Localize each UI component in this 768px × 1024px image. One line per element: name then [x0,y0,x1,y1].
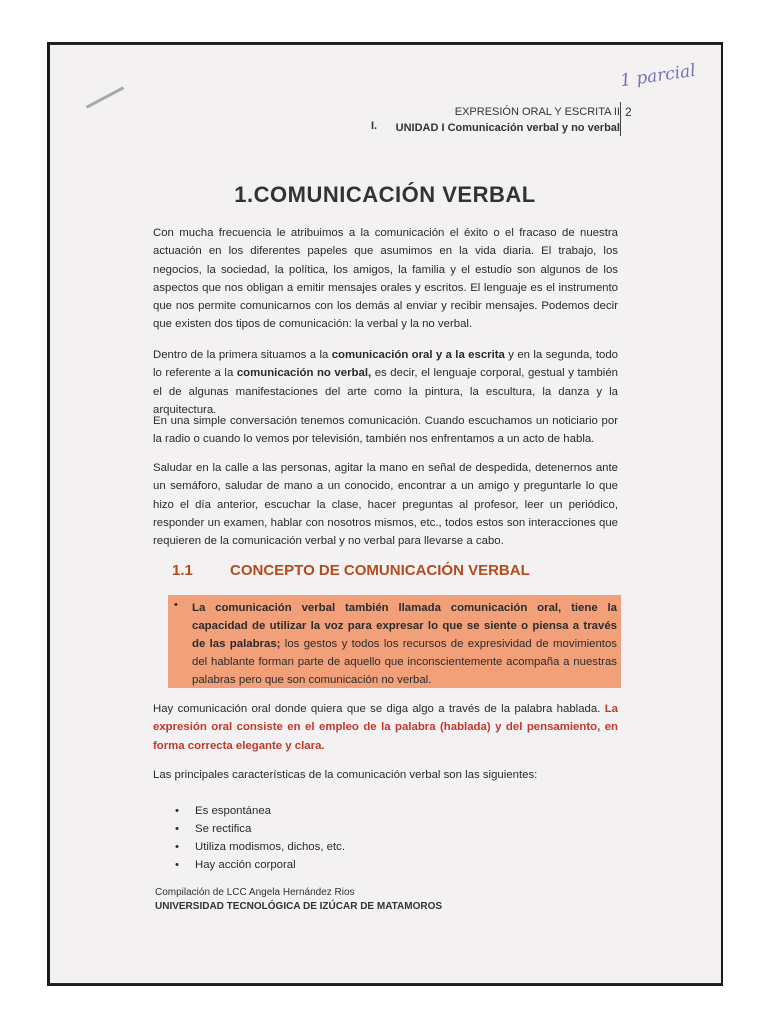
paragraph-characteristics-intro: Las principales características de la comunicación verbal son las siguientes: [153,769,538,781]
unit-title: UNIDAD I Comunicación verbal y no verbal [395,122,620,134]
paragraph-intro: Con mucha frecuencia le atribuimos a la comunicación el éxito o el fracaso de nuestra actuación en los diferentes papeles que asumimos en la vida diaria. El trabajo, los negocios, la sociedad, la política, los amigos, la familia y el estudio son algunos de los aspectos que nos obligan a emitir mensajes orales y escritos. El lenguaje es el instrumento que nos permite comunicarnos con los demás al enviar y recibir mensajes. Podemos decir que existen dos tipos de comunicación: la verbal y la no verbal. [153,227,618,331]
paragraph-types-text-c: y en la segunda, todo lo referente a la [153,349,619,380]
list-item: • Se rectifica [175,820,475,838]
highlight-definition [192,599,617,689]
oral-expression-highlight: La expresión oral consiste en el empleo de la palabra (hablada) y del pensamiento, en forma correcta elegante y clara. [153,703,618,752]
non-verbal-term: comunicación no verbal, [236,367,372,380]
paragraph-oral-expression [153,700,618,755]
university-name: UNIVERSIDAD TECNOLÓGICA DE IZÚCAR DE MATAMOROS [155,901,443,912]
definition-bold: La comunicación verbal también llamada comunicación oral, tiene la capacidad de utilizar la voz para expresar lo que se siente o piensa a través de las palabras; [192,602,617,650]
list-item: • Utiliza modismos, dichos, etc. [175,838,475,856]
list-item: • Hay acción corporal [175,856,475,874]
subsection-number: 1.1 [172,562,193,579]
paragraph-conversation: En una simple conversación tenemos comunicación. Cuando escuchamos un noticiario por la radio o cuando lo vemos por televisión, también nos enfrentamos a un acto de habla. [153,415,618,446]
paragraph-types [153,346,618,419]
oral-expression-text: Hay comunicación oral donde quiera que se diga algo a través de la palabra hablada. [153,703,605,715]
unit-number: I. [371,120,378,132]
page-title: 1.COMUNICACIÓN VERBAL [234,182,536,207]
header-divider [620,102,621,136]
oral-written-term: comunicación oral y a la escrita [331,349,505,361]
definition-rest: los gestos y todos los recursos de expresividad de movimientos del hablante forman parte de aquello que inconscientemente acompaña a nuestras palabras pero que son comunicación no verbal. [192,638,617,686]
paragraph-examples: Saludar en la calle a las personas, agitar la mano en señal de despedida, detenernos ante un semáforo, saludar de mano a un conocido, encontrar a un amigo y preguntarle lo que hizo el día anterior, escuchar la clase, hacer preguntas al profesor, leer un periódico, responder un examen, hablar con nosotros mismos, etc., todos estos son interacciones que requieren de la comunicación verbal y no verbal para llevarse a cabo. [153,462,618,548]
handwritten-note: 1 parcial [618,60,697,92]
page-footer [155,886,442,914]
list-item: • Es espontánea [175,802,475,820]
bullet-icon: • [174,599,178,611]
page-header [340,104,620,136]
compiled-by: Compilación de LCC Angela Hernández Rios [155,887,355,898]
page-number: 2 [625,105,632,119]
paragraph-types-text-e: es decir, el lenguaje corporal, gestual y también el de algunas manifestaciones del arte como la pintura, la escultura, la danza y la arquitectura. [153,367,618,416]
subsection-title: CONCEPTO DE COMUNICACIÓN VERBAL [230,562,530,579]
paragraph-types-text-a: Dentro de la primera situamos a la [153,349,332,361]
characteristics-list [175,802,475,874]
course-title: EXPRESIÓN ORAL Y ESCRITA II [454,106,620,118]
